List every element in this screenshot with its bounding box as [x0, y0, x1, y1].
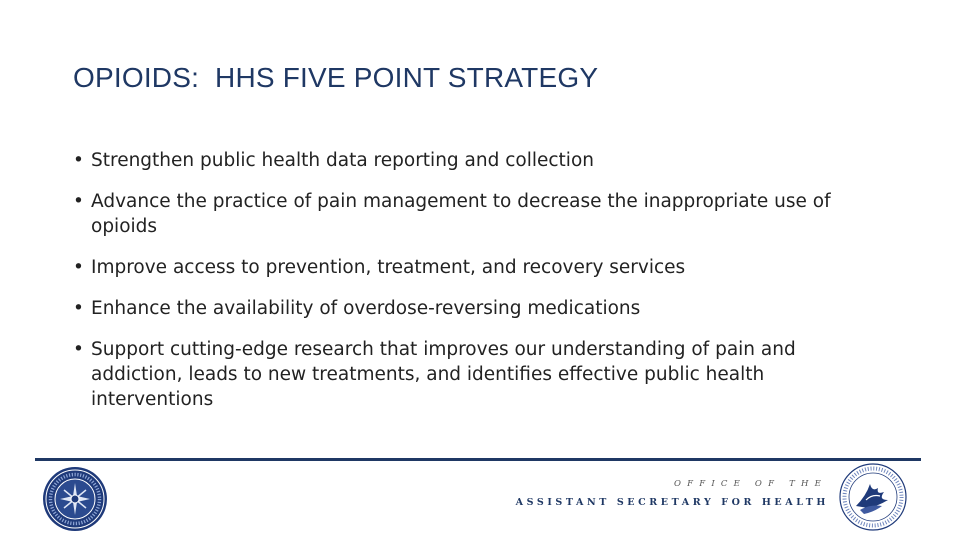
bullet-text: Enhance the availability of overdose-reversing medications	[91, 298, 641, 319]
bullet-item	[73, 296, 873, 321]
bullet-text: Strengthen public health data reporting and collection	[91, 150, 594, 171]
public-health-service-seal-icon	[42, 466, 108, 532]
bullet-item	[73, 189, 873, 239]
office-label: OFFICE OF THE	[674, 479, 827, 489]
bullet-marker: •	[73, 339, 84, 360]
bullet-item	[73, 255, 873, 280]
bullet-item	[73, 148, 873, 173]
bullet-marker: •	[73, 191, 84, 212]
bullet-marker: •	[73, 150, 84, 171]
slide-title: OPIOIDS: HHS FIVE POINT STRATEGY	[73, 62, 599, 93]
bullet-list	[73, 148, 873, 428]
office-name: ASSISTANT SECRETARY FOR HEALTH	[515, 497, 829, 508]
hhs-eagle-seal-icon	[838, 462, 908, 532]
bullet-marker: •	[73, 298, 84, 319]
bullet-marker: •	[73, 257, 84, 278]
footer-divider	[35, 458, 921, 461]
bullet-text: Support cutting-edge research that improves our understanding of pain and addiction, leads to new treatments, and identifies effective public health interventions	[91, 339, 796, 410]
bullet-text: Advance the practice of pain management to decrease the inappropriate use of opioids	[91, 191, 831, 237]
bullet-text: Improve access to prevention, treatment, and recovery services	[91, 257, 686, 278]
bullet-item	[73, 337, 873, 412]
